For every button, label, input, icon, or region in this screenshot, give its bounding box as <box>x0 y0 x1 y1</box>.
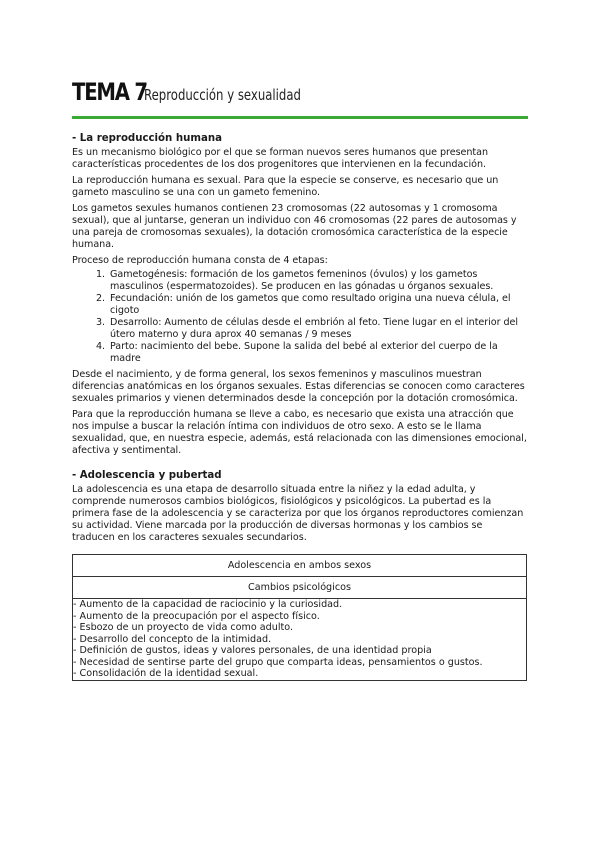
page-title <box>72 78 527 108</box>
title-divider <box>72 116 528 119</box>
table-list-item: - Desarrollo del concepto de la intimidad. <box>73 633 272 645</box>
table-list-item: - Aumento de la capacidad de raciocinio y la curiosidad. <box>73 599 343 610</box>
stages-list <box>72 269 527 365</box>
document-page <box>72 78 527 681</box>
title-main: TEMA 7 <box>72 78 147 106</box>
table-list-item: - Definición de gustos, ideas y valores personales, de una identidad propia <box>73 645 432 656</box>
paragraph: Para que la reproducción humana se lleve a cabo, es necesario que exista una atracción que nos impulse a buscar la relación íntima con individuos de otro sexo. A esto se le llama sexualidad, que, en nuestra especie, además, está relacionada con las dimensiones emocional, afectiva y sentimental. <box>72 409 527 456</box>
stage-item: 4. Parto: nacimiento del bebe. Supone la salida del bebé al exterior del cuerpo de la madre <box>108 341 527 365</box>
paragraph: Proceso de reproducción humana consta de 4 etapas: <box>72 255 328 266</box>
table-list-item: - Aumento de la preocupación por el aspecto físico. <box>73 610 320 622</box>
paragraph: Desde el nacimiento, y de forma general, los sexos femeninos y masculinos muestran diferencias anatómicas en los órganos sexuales. Estas diferencias se conocen como caracteres sexuales primarios y vienen determinados desde la concepción por la dotación cromosómica. <box>72 369 525 404</box>
changes-table <box>72 554 527 681</box>
paragraph: La adolescencia es una etapa de desarrollo situada entre la niñez y la edad adulta, y comprende numerosos cambios biológicos, fisiológicos y psicológicos. La pubertad es la primera fase de la adolescencia y se caracteriza por que los órganos reproductores comienzan su actividad. Viene marcada por la producción de diversas hormonas y los cambios se traducen en los caracteres sexuales secundarios. <box>72 484 524 543</box>
table-list-item: - Esbozo de un proyecto de vida como adulto. <box>73 622 294 633</box>
table-list-cell <box>73 599 527 681</box>
stage-item: 2. Fecundación: unión de los gametos que como resultado origina una nueva célula, el cigoto <box>108 293 527 317</box>
paragraph: Los gametos sexules humanos contienen 23 cromosomas (22 autosomas y 1 cromosoma sexual), que al juntarse, generan un individuo con 46 cromosomas (22 pares de autosomas y una pareja de cromosomas sexuales), la dotación cromosómica característica de la especie humana. <box>72 203 517 250</box>
paragraph: La reproducción humana es sexual. Para que la especie se conserve, es necesario que un gameto masculino se una con un gameto femenino. <box>72 175 499 198</box>
table-header-main: Adolescencia en ambos sexos <box>73 555 527 577</box>
section-title-reproduccion: - La reproducción humana <box>72 133 222 144</box>
paragraph: Es un mecanismo biológico por el que se forman nuevos seres humanos que presentan características procedentes de los dos progenitores que intervienen en la fecundación. <box>72 147 488 170</box>
stage-item: 1. Gametogénesis: formación de los gametos femeninos (óvulos) y los gametos masculinos (espermatozoides). Se producen en las gónadas u órganos sexuales. <box>108 269 527 293</box>
section-title-adolescencia: - Adolescencia y pubertad <box>72 470 222 481</box>
title-subtitle: Reproducción y sexualidad <box>144 86 301 104</box>
table-list-item: - Consolidación de la identidad sexual. <box>73 668 259 679</box>
table-list-item: - Necesidad de sentirse parte del grupo que comparta ideas, pensamientos o gustos. <box>73 656 483 668</box>
table-header-sub: Cambios psicológicos <box>73 577 527 599</box>
stage-item: 3. Desarrollo: Aumento de células desde el embrión al feto. Tiene lugar en el interior del útero materno y dura aprox 40 semanas / 9 meses <box>108 317 527 341</box>
